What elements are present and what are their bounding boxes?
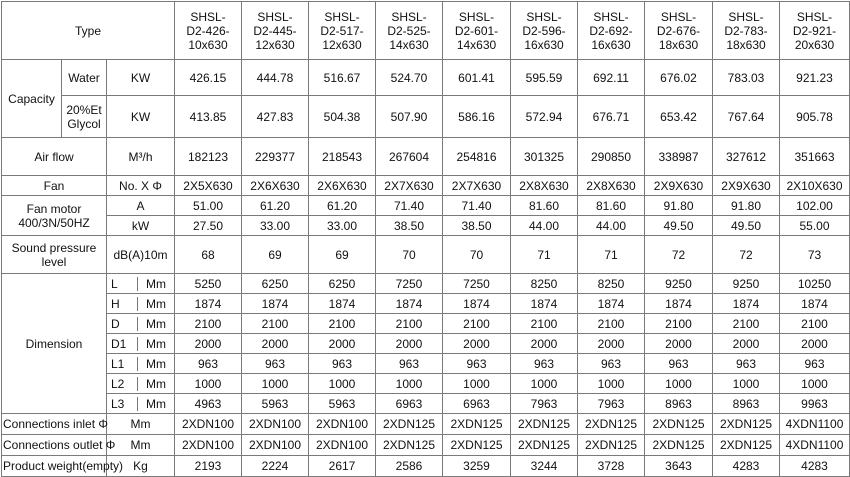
- value-cell: 2000: [578, 334, 645, 354]
- model-header: SHSL- D2-783- 18x630: [713, 2, 780, 60]
- value-cell: 1000: [242, 374, 309, 394]
- value-cell: 572.94: [511, 96, 578, 138]
- value-cell: 595.59: [511, 60, 578, 96]
- value-cell: 2X7X630: [443, 176, 511, 196]
- dimension-unit: Mm: [146, 316, 166, 331]
- dimension-unit: Mm: [146, 296, 166, 311]
- value-cell: 7250: [443, 274, 511, 294]
- value-cell: 71: [578, 236, 645, 274]
- dimension-unit-cell: [107, 394, 175, 414]
- value-cell: 1000: [309, 374, 376, 394]
- value-cell: 2100: [713, 314, 780, 334]
- value-cell: 7963: [511, 394, 578, 414]
- value-cell: 8250: [578, 274, 645, 294]
- value-cell: 4XDN1100: [780, 435, 850, 456]
- glycol-label: 20%Et Glycol: [62, 96, 107, 138]
- value-cell: 653.42: [645, 96, 713, 138]
- value-cell: 2XDN125: [376, 435, 443, 456]
- value-cell: 338987: [645, 138, 713, 176]
- type-header: Type: [2, 2, 175, 60]
- value-cell: 6963: [443, 394, 511, 414]
- connections-outlet-label: Connections outlet Φ: [2, 435, 107, 456]
- value-cell: 2XDN100: [242, 435, 309, 456]
- value-cell: 49.50: [645, 216, 713, 236]
- value-cell: 7963: [578, 394, 645, 414]
- value-cell: 2X7X630: [376, 176, 443, 196]
- value-cell: 692.11: [578, 60, 645, 96]
- value-cell: 963: [511, 354, 578, 374]
- value-cell: 81.60: [511, 196, 578, 216]
- value-cell: 9963: [780, 394, 850, 414]
- weight-label: Product weight(empty): [2, 456, 107, 477]
- dimension-letter: L2: [107, 377, 138, 391]
- value-cell: 2XDN125: [645, 435, 713, 456]
- value-cell: 73: [780, 236, 850, 274]
- value-cell: 2XDN125: [578, 435, 645, 456]
- value-cell: 61.20: [309, 196, 376, 216]
- capacity-glycol-row: [2, 96, 850, 138]
- value-cell: 504.38: [309, 96, 376, 138]
- value-cell: 1874: [645, 294, 713, 314]
- value-cell: 5963: [242, 394, 309, 414]
- dimension-unit: Mm: [146, 356, 166, 371]
- value-cell: 1874: [511, 294, 578, 314]
- value-cell: 1874: [376, 294, 443, 314]
- value-cell: 1874: [578, 294, 645, 314]
- dimension-unit-cell: [107, 274, 175, 294]
- value-cell: 507.90: [376, 96, 443, 138]
- dimension-unit-cell: [107, 314, 175, 334]
- value-cell: 2000: [645, 334, 713, 354]
- dimension-row: [2, 354, 850, 374]
- value-cell: 38.50: [376, 216, 443, 236]
- value-cell: 2100: [309, 314, 376, 334]
- value-cell: 1000: [511, 374, 578, 394]
- value-cell: 963: [376, 354, 443, 374]
- value-cell: 72: [713, 236, 780, 274]
- value-cell: 6250: [242, 274, 309, 294]
- value-cell: 2X6X630: [242, 176, 309, 196]
- value-cell: 61.20: [242, 196, 309, 216]
- value-cell: 1000: [376, 374, 443, 394]
- value-cell: 2X10X630: [780, 176, 850, 196]
- value-cell: 783.03: [713, 60, 780, 96]
- value-cell: 2X6X630: [309, 176, 376, 196]
- value-cell: 1874: [713, 294, 780, 314]
- value-cell: 2100: [578, 314, 645, 334]
- unit-cell: kW: [107, 216, 175, 236]
- value-cell: 2000: [309, 334, 376, 354]
- value-cell: 71.40: [376, 196, 443, 216]
- value-cell: 2X9X630: [645, 176, 713, 196]
- value-cell: 91.80: [713, 196, 780, 216]
- unit-cell: A: [107, 196, 175, 216]
- value-cell: 267604: [376, 138, 443, 176]
- value-cell: 6250: [309, 274, 376, 294]
- value-cell: 2XDN100: [175, 435, 242, 456]
- model-header: SHSL- D2-525- 14x630: [376, 2, 443, 60]
- value-cell: 91.80: [645, 196, 713, 216]
- unit-cell: Kg: [107, 456, 175, 477]
- value-cell: 601.41: [443, 60, 511, 96]
- value-cell: 70: [443, 236, 511, 274]
- sound-label: Sound pressure level: [2, 236, 107, 274]
- value-cell: 8963: [713, 394, 780, 414]
- connections-inlet-label: Connections inlet Φ: [2, 414, 107, 435]
- value-cell: 9250: [645, 274, 713, 294]
- value-cell: 327612: [713, 138, 780, 176]
- value-cell: 1000: [645, 374, 713, 394]
- value-cell: 1874: [242, 294, 309, 314]
- value-cell: 524.70: [376, 60, 443, 96]
- value-cell: 38.50: [443, 216, 511, 236]
- value-cell: 676.71: [578, 96, 645, 138]
- value-cell: 2XDN100: [175, 414, 242, 435]
- value-cell: 1874: [175, 294, 242, 314]
- value-cell: 7250: [376, 274, 443, 294]
- value-cell: 2XDN125: [376, 414, 443, 435]
- capacity-water-row: [2, 60, 850, 96]
- value-cell: 1000: [175, 374, 242, 394]
- value-cell: 182123: [175, 138, 242, 176]
- value-cell: 2XDN125: [645, 414, 713, 435]
- connections-outlet-row: [2, 435, 850, 456]
- value-cell: 963: [645, 354, 713, 374]
- model-header: SHSL- D2-517- 12x630: [309, 2, 376, 60]
- airflow-label: Air flow: [2, 138, 107, 176]
- value-cell: 2586: [376, 456, 443, 477]
- value-cell: 229377: [242, 138, 309, 176]
- value-cell: 68: [175, 236, 242, 274]
- value-cell: 81.60: [578, 196, 645, 216]
- value-cell: 2XDN100: [242, 414, 309, 435]
- value-cell: 102.00: [780, 196, 850, 216]
- value-cell: 71: [511, 236, 578, 274]
- unit-cell: KW: [107, 60, 175, 96]
- value-cell: 2224: [242, 456, 309, 477]
- value-cell: 1874: [443, 294, 511, 314]
- dimension-unit-cell: [107, 354, 175, 374]
- value-cell: 2X9X630: [713, 176, 780, 196]
- value-cell: 2100: [175, 314, 242, 334]
- value-cell: 3259: [443, 456, 511, 477]
- value-cell: 71.40: [443, 196, 511, 216]
- value-cell: 586.16: [443, 96, 511, 138]
- dimension-letter: L: [107, 277, 138, 291]
- value-cell: 1874: [780, 294, 850, 314]
- value-cell: 69: [309, 236, 376, 274]
- value-cell: 963: [242, 354, 309, 374]
- value-cell: 2100: [645, 314, 713, 334]
- value-cell: 2XDN125: [443, 435, 511, 456]
- unit-cell: Mm: [107, 435, 175, 456]
- value-cell: 2XDN125: [511, 435, 578, 456]
- fan-motor-label: Fan motor 400/3N/50HZ: [2, 196, 107, 236]
- value-cell: 1000: [780, 374, 850, 394]
- airflow-row: [2, 138, 850, 176]
- dimension-letter: H: [107, 297, 138, 311]
- value-cell: 516.67: [309, 60, 376, 96]
- value-cell: 8250: [511, 274, 578, 294]
- sound-row: [2, 236, 850, 274]
- value-cell: 49.50: [713, 216, 780, 236]
- value-cell: 2XDN100: [309, 414, 376, 435]
- spec-table: [1, 1, 850, 477]
- value-cell: 2000: [376, 334, 443, 354]
- value-cell: 413.85: [175, 96, 242, 138]
- fan-motor-power-row: [2, 216, 850, 236]
- value-cell: 2XDN125: [578, 414, 645, 435]
- value-cell: 426.15: [175, 60, 242, 96]
- value-cell: 2100: [511, 314, 578, 334]
- value-cell: 2100: [780, 314, 850, 334]
- dimension-letter: D1: [107, 337, 138, 351]
- value-cell: 5963: [309, 394, 376, 414]
- value-cell: 2100: [376, 314, 443, 334]
- model-header: SHSL- D2-921- 20x630: [780, 2, 850, 60]
- value-cell: 2X8X630: [511, 176, 578, 196]
- value-cell: 2X8X630: [578, 176, 645, 196]
- model-header: SHSL- D2-601- 14x630: [443, 2, 511, 60]
- value-cell: 2000: [780, 334, 850, 354]
- value-cell: 2XDN125: [713, 414, 780, 435]
- weight-row: [2, 456, 850, 477]
- value-cell: 963: [780, 354, 850, 374]
- value-cell: 27.50: [175, 216, 242, 236]
- dimension-letter: L3: [107, 397, 138, 411]
- model-header: SHSL- D2-426- 10x630: [175, 2, 242, 60]
- value-cell: 767.64: [713, 96, 780, 138]
- value-cell: 921.23: [780, 60, 850, 96]
- value-cell: 2XDN125: [511, 414, 578, 435]
- value-cell: 351663: [780, 138, 850, 176]
- unit-cell: No. X Φ: [107, 176, 175, 196]
- value-cell: 2000: [443, 334, 511, 354]
- water-label: Water: [62, 60, 107, 96]
- value-cell: 2000: [511, 334, 578, 354]
- capacity-label: Capacity: [2, 60, 62, 138]
- value-cell: 2193: [175, 456, 242, 477]
- value-cell: 963: [175, 354, 242, 374]
- dimension-unit-cell: [107, 334, 175, 354]
- model-header: SHSL- D2-676- 18x630: [645, 2, 713, 60]
- connections-inlet-row: [2, 414, 850, 435]
- dimension-row: [2, 394, 850, 414]
- value-cell: 218543: [309, 138, 376, 176]
- value-cell: 5250: [175, 274, 242, 294]
- dimension-unit: Mm: [146, 376, 166, 391]
- dimension-row: [2, 274, 850, 294]
- value-cell: 4963: [175, 394, 242, 414]
- model-header: SHSL- D2-596- 16x630: [511, 2, 578, 60]
- value-cell: 55.00: [780, 216, 850, 236]
- value-cell: 44.00: [511, 216, 578, 236]
- model-header: SHSL- D2-692- 16x630: [578, 2, 645, 60]
- value-cell: 2000: [175, 334, 242, 354]
- value-cell: 905.78: [780, 96, 850, 138]
- value-cell: 301325: [511, 138, 578, 176]
- dimension-unit: Mm: [146, 276, 166, 291]
- value-cell: 2XDN100: [309, 435, 376, 456]
- value-cell: 72: [645, 236, 713, 274]
- value-cell: 2XDN125: [713, 435, 780, 456]
- value-cell: 963: [713, 354, 780, 374]
- value-cell: 963: [578, 354, 645, 374]
- value-cell: 69: [242, 236, 309, 274]
- model-header: SHSL- D2-445- 12x630: [242, 2, 309, 60]
- value-cell: 444.78: [242, 60, 309, 96]
- value-cell: 290850: [578, 138, 645, 176]
- dimension-row: [2, 294, 850, 314]
- value-cell: 51.00: [175, 196, 242, 216]
- dimension-unit-cell: [107, 294, 175, 314]
- value-cell: 3244: [511, 456, 578, 477]
- value-cell: 2617: [309, 456, 376, 477]
- dimension-letter: L1: [107, 357, 138, 371]
- dimension-row: [2, 334, 850, 354]
- dimension-row: [2, 374, 850, 394]
- dimension-unit: Mm: [146, 336, 166, 351]
- value-cell: 4XDN1100: [780, 414, 850, 435]
- value-cell: 963: [443, 354, 511, 374]
- value-cell: 2XDN125: [443, 414, 511, 435]
- value-cell: 4283: [780, 456, 850, 477]
- value-cell: 3643: [645, 456, 713, 477]
- fan-label: Fan: [2, 176, 107, 196]
- unit-cell: M³/h: [107, 138, 175, 176]
- header-row: [2, 2, 850, 60]
- fan-motor-current-row: [2, 196, 850, 216]
- value-cell: 2000: [242, 334, 309, 354]
- value-cell: 3728: [578, 456, 645, 477]
- value-cell: 2100: [242, 314, 309, 334]
- dimension-unit-cell: [107, 374, 175, 394]
- value-cell: 1000: [578, 374, 645, 394]
- fan-row: [2, 176, 850, 196]
- value-cell: 44.00: [578, 216, 645, 236]
- value-cell: 1874: [309, 294, 376, 314]
- dimension-letter: D: [107, 317, 138, 331]
- value-cell: 70: [376, 236, 443, 274]
- value-cell: 4283: [713, 456, 780, 477]
- dimension-label: Dimension: [2, 274, 107, 414]
- value-cell: 1000: [713, 374, 780, 394]
- value-cell: 963: [309, 354, 376, 374]
- unit-cell: Mm: [107, 414, 175, 435]
- value-cell: 1000: [443, 374, 511, 394]
- dimension-row: [2, 314, 850, 334]
- value-cell: 2000: [713, 334, 780, 354]
- value-cell: 2100: [443, 314, 511, 334]
- value-cell: 8963: [645, 394, 713, 414]
- dimension-unit: Mm: [146, 396, 166, 411]
- value-cell: 33.00: [309, 216, 376, 236]
- value-cell: 33.00: [242, 216, 309, 236]
- unit-cell: KW: [107, 96, 175, 138]
- value-cell: 427.83: [242, 96, 309, 138]
- unit-cell: dB(A)10m: [107, 236, 175, 274]
- value-cell: 676.02: [645, 60, 713, 96]
- value-cell: 9250: [713, 274, 780, 294]
- value-cell: 254816: [443, 138, 511, 176]
- value-cell: 6963: [376, 394, 443, 414]
- value-cell: 2X5X630: [175, 176, 242, 196]
- value-cell: 10250: [780, 274, 850, 294]
